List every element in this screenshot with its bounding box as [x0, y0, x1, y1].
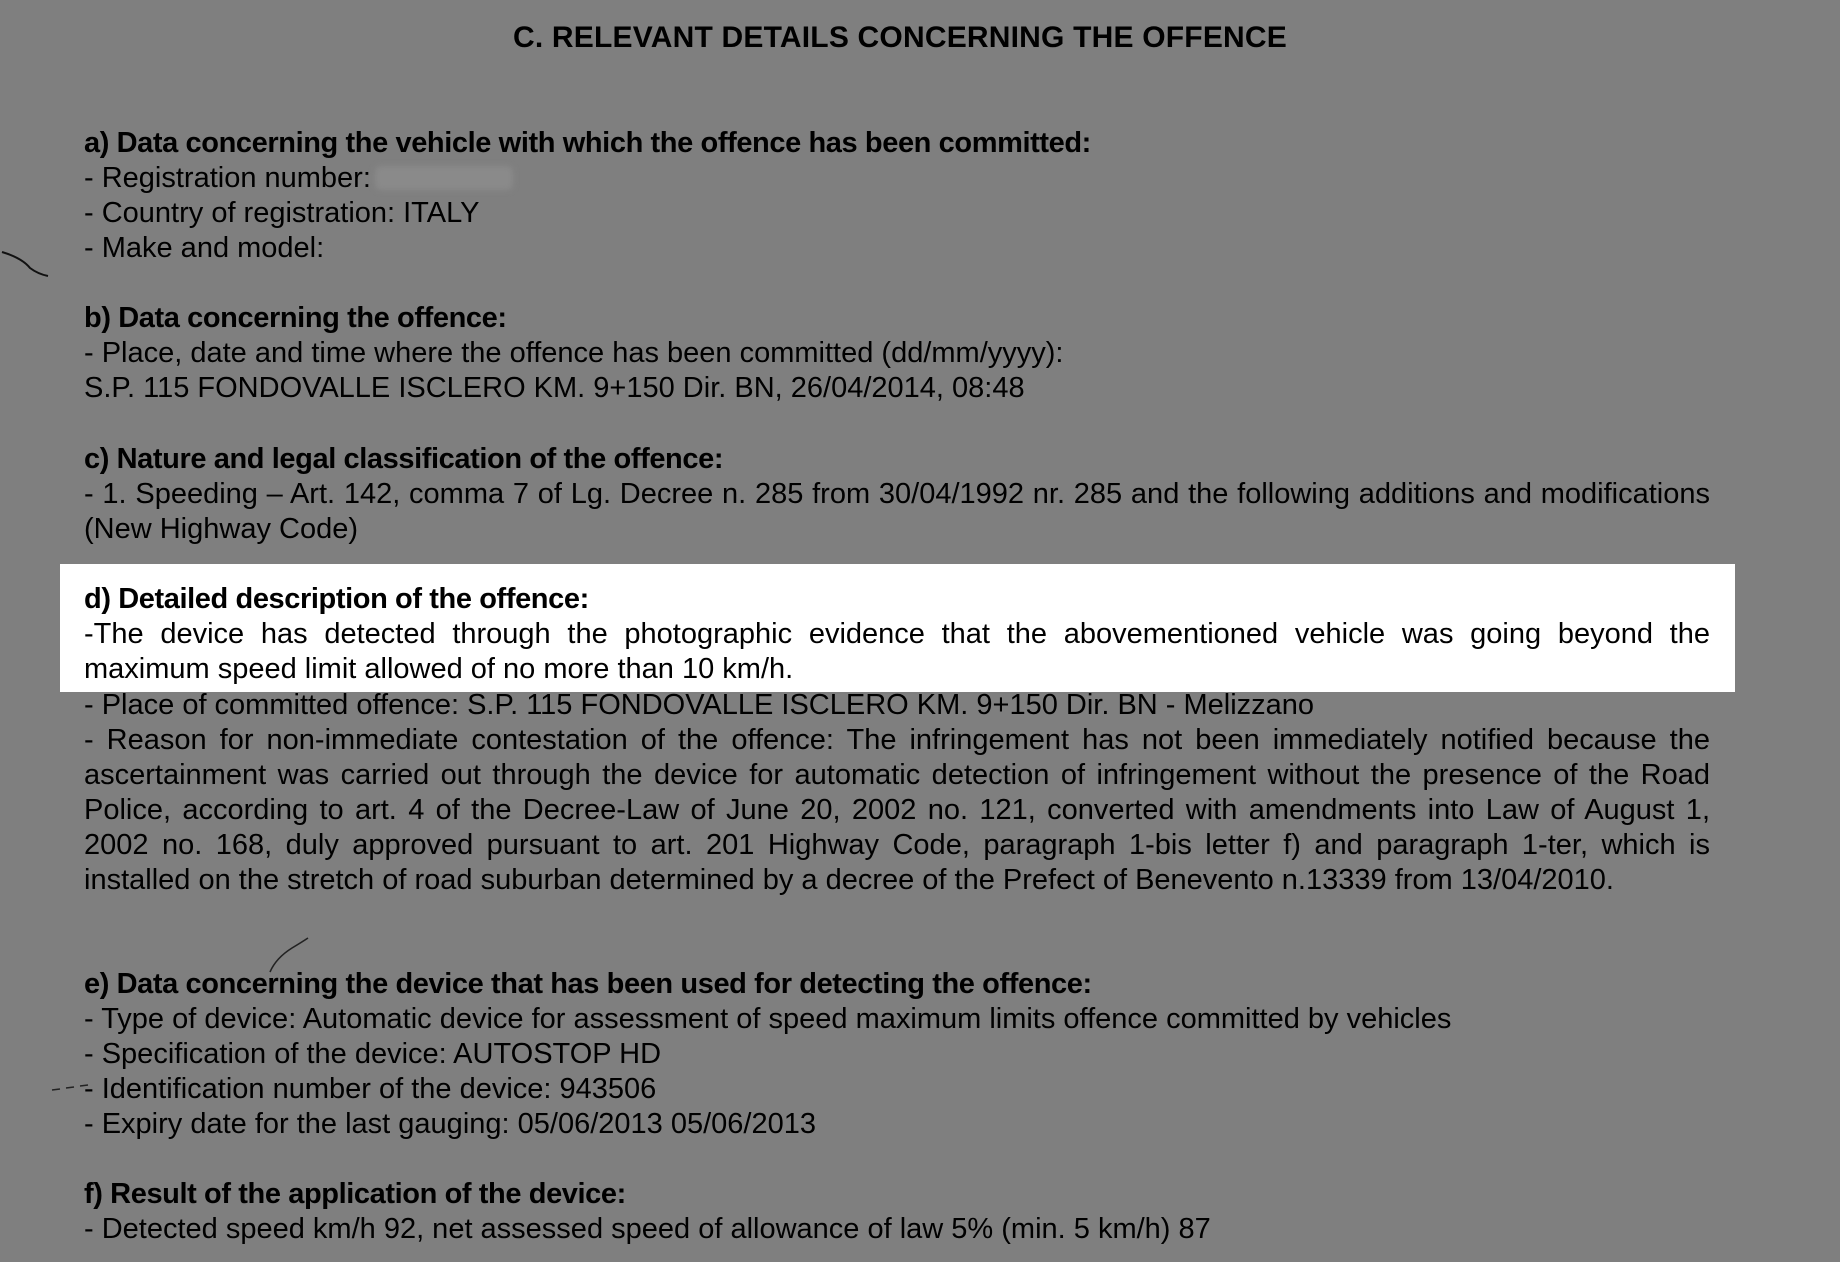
place-date-time-label: - Place, date and time where the offence has been committed (dd/mm/yyyy): — [84, 337, 1064, 369]
device-identification-number: - Identification number of the device: 943506 — [84, 1073, 657, 1105]
pen-stroke-mark — [0, 248, 52, 280]
detailed-description-text: -The device has detected through the photographic evidence that the abovementioned vehicle was going beyond the maximum speed limit allowed of no more than 10 km/h. — [84, 618, 1710, 685]
registration-number-label: - Registration number: — [84, 162, 371, 194]
country-of-registration: - Country of registration: ITALY — [84, 197, 480, 229]
redacted-registration — [375, 166, 513, 190]
place-date-time-value: S.P. 115 FONDOVALLE ISCLERO KM. 9+150 Dir. BN, 26/04/2014, 08:48 — [84, 372, 1025, 404]
section-detailed-description — [84, 582, 1710, 687]
make-and-model: - Make and model: — [84, 232, 325, 264]
detected-speed: - Detected speed km/h 92, net assessed speed of allowance of law 5% (min. 5 km/h) 87 — [84, 1213, 1211, 1245]
section-offence-data — [84, 301, 1710, 406]
section-heading: f) Result of the application of the device: — [84, 1178, 626, 1210]
device-specification: - Specification of the device: AUTOSTOP HD — [84, 1038, 662, 1070]
section-heading: d) Detailed description of the offence: — [84, 583, 589, 615]
legal-classification-text: - 1. Speeding – Art. 142, comma 7 of Lg. Decree n. 285 from 30/04/1992 nr. 285 and the following additions and modifications (New Highway Code) — [84, 478, 1710, 545]
reason-non-immediate-contestation: - Reason for non-immediate contestation of the offence: The infringement has not been immediately notified because the ascertainment was carried out through the device for automatic detection of infringement without the presence of the Road Police, according to art. 4 of the Decree-Law of June 20, 2002 no. 121, converted with amendments into Law of August 1, 2002 no. 168, duly approved pursuant to art. 201 Highway Code, paragraph 1-bis letter f) and paragraph 1-ter, which is installed on the stretch of road suburban determined by a decree of the Prefect of Benevento n.13339 from 13/04/2010. — [84, 724, 1710, 896]
section-detailed-description-continued — [84, 688, 1710, 898]
section-heading: e) Data concerning the device that has been used for detecting the offence: — [84, 968, 1092, 1000]
section-legal-classification — [84, 442, 1710, 547]
section-heading: a) Data concerning the vehicle with which the offence has been committed: — [84, 127, 1091, 159]
section-device-data — [84, 967, 1710, 1142]
section-device-result — [84, 1177, 1710, 1247]
device-type: - Type of device: Automatic device for assessment of speed maximum limits offence committed by vehicles — [84, 1003, 1452, 1035]
section-heading: b) Data concerning the offence: — [84, 302, 507, 334]
gauging-expiry-date: - Expiry date for the last gauging: 05/06/2013 05/06/2013 — [84, 1108, 816, 1140]
registration-number-row — [84, 161, 1710, 196]
section-vehicle-data — [84, 126, 1710, 266]
section-heading: c) Nature and legal classification of the offence: — [84, 443, 724, 475]
place-of-committed-offence: - Place of committed offence: S.P. 115 FONDOVALLE ISCLERO KM. 9+150 Dir. BN - Melizzano — [84, 689, 1315, 721]
document-title: C. RELEVANT DETAILS CONCERNING THE OFFENCE — [513, 21, 1287, 54]
